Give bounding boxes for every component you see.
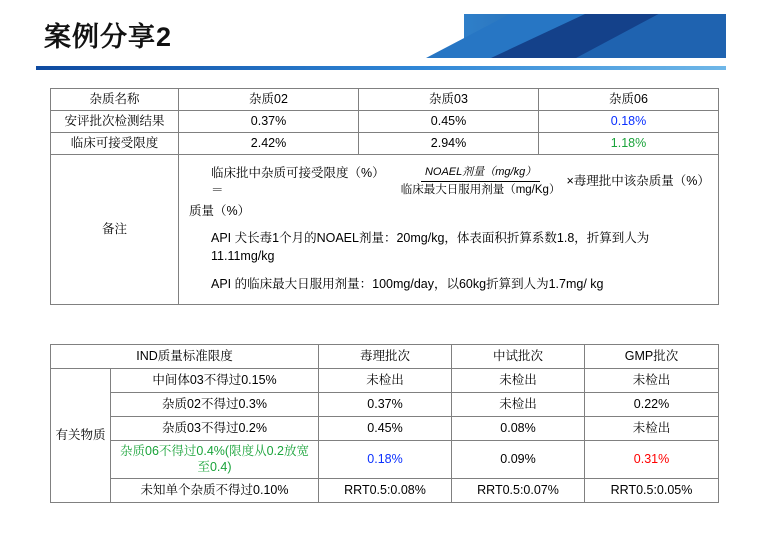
table2-row2-value-1: 0.08%	[452, 417, 585, 441]
table1-header-cell-1: 杂质02	[179, 89, 359, 111]
formula-tail-line2: 质量（%）	[189, 203, 251, 218]
table2-row2-value-0: 0.45%	[319, 417, 452, 441]
table1-row1-label: 临床可接受限度	[51, 133, 179, 155]
table-row	[51, 478, 719, 502]
formula-numerator: NOAEL剂量（mg/kg）	[421, 165, 540, 182]
page-title: 案例分享2	[44, 22, 173, 52]
remark-note-1: API 的临床最大日服用剂量：100mg/day，以60kg折算到人为1.7mg/ kg	[211, 277, 604, 292]
table2-row4-value-1: RRT0.5:0.07%	[452, 478, 585, 502]
table2-row3-value-2: 0.31%	[585, 441, 719, 479]
ind-spec-table	[50, 344, 719, 503]
table2-row1-value-0: 0.37%	[319, 393, 452, 417]
table2-row3-item: 杂质06不得过0.4%(限度从0.2放宽至0.4)	[111, 441, 319, 479]
table-row	[51, 133, 719, 155]
table1-row0-label: 安评批次检测结果	[51, 111, 179, 133]
table-row	[51, 369, 719, 393]
table2-row4-item: 未知单个杂质不得过0.10%	[111, 478, 319, 502]
table2-header-cell-3: GMP批次	[585, 345, 719, 369]
slide-header	[0, 14, 767, 72]
table2-row0-value-1: 未检出	[452, 369, 585, 393]
table1-remark-content	[179, 155, 719, 305]
table-row	[51, 393, 719, 417]
table-row	[51, 155, 719, 305]
table2-row4-value-0: RRT0.5:0.08%	[319, 478, 452, 502]
table1-header-cell-2: 杂质03	[359, 89, 539, 111]
table2-header-cell-0: IND质量标准限度	[51, 345, 319, 369]
table2-row1-item: 杂质02不得过0.3%	[111, 393, 319, 417]
formula-row	[211, 165, 708, 199]
table2-header-cell-1: 毒理批次	[319, 345, 452, 369]
table1-header-cell-3: 杂质06	[539, 89, 719, 111]
table2-row0-value-2: 未检出	[585, 369, 719, 393]
table1-row0-value-0: 0.37%	[179, 111, 359, 133]
table1-header-cell-0: 杂质名称	[51, 89, 179, 111]
table-row	[51, 441, 719, 479]
table2-row2-value-2: 未检出	[585, 417, 719, 441]
table-row	[51, 417, 719, 441]
table-row	[51, 89, 719, 111]
table-row	[51, 345, 719, 369]
table2-row4-value-2: RRT0.5:0.05%	[585, 478, 719, 502]
table2-row3-value-0: 0.18%	[319, 441, 452, 479]
table1-row1-value-2: 1.18%	[539, 133, 719, 155]
formula-tail: ×毒理批中该杂质量（%）	[566, 174, 710, 189]
table2-row1-value-1: 未检出	[452, 393, 585, 417]
formula-denominator: 临床最大日服用剂量（mg/Kg）	[400, 184, 561, 197]
impurity-limit-table	[50, 88, 719, 305]
table2-row1-value-2: 0.22%	[585, 393, 719, 417]
formula-lead: 临床批中杂质可接受限度（%）＝	[211, 166, 385, 197]
table1-remark-label: 备注	[51, 155, 179, 305]
table1-row1-value-0: 2.42%	[179, 133, 359, 155]
table2-row2-item: 杂质03不得过0.2%	[111, 417, 319, 441]
table1-row0-value-2: 0.18%	[539, 111, 719, 133]
formula-fraction	[397, 165, 565, 198]
header-underline	[36, 66, 726, 70]
table1-row0-value-1: 0.45%	[359, 111, 539, 133]
table2-header-cell-2: 中试批次	[452, 345, 585, 369]
table2-group-label: 有关物质	[51, 369, 111, 503]
table2-row0-item: 中间体03不得过0.15%	[111, 369, 319, 393]
remark-note-0: API 犬长毒1个月的NOAEL剂量：20mg/kg，体表面积折算系数1.8，折算到人为11.11mg/kg	[211, 230, 650, 264]
table1-row1-value-1: 2.94%	[359, 133, 539, 155]
table-row	[51, 111, 719, 133]
table2-row0-value-0: 未检出	[319, 369, 452, 393]
table2-row3-value-1: 0.09%	[452, 441, 585, 479]
